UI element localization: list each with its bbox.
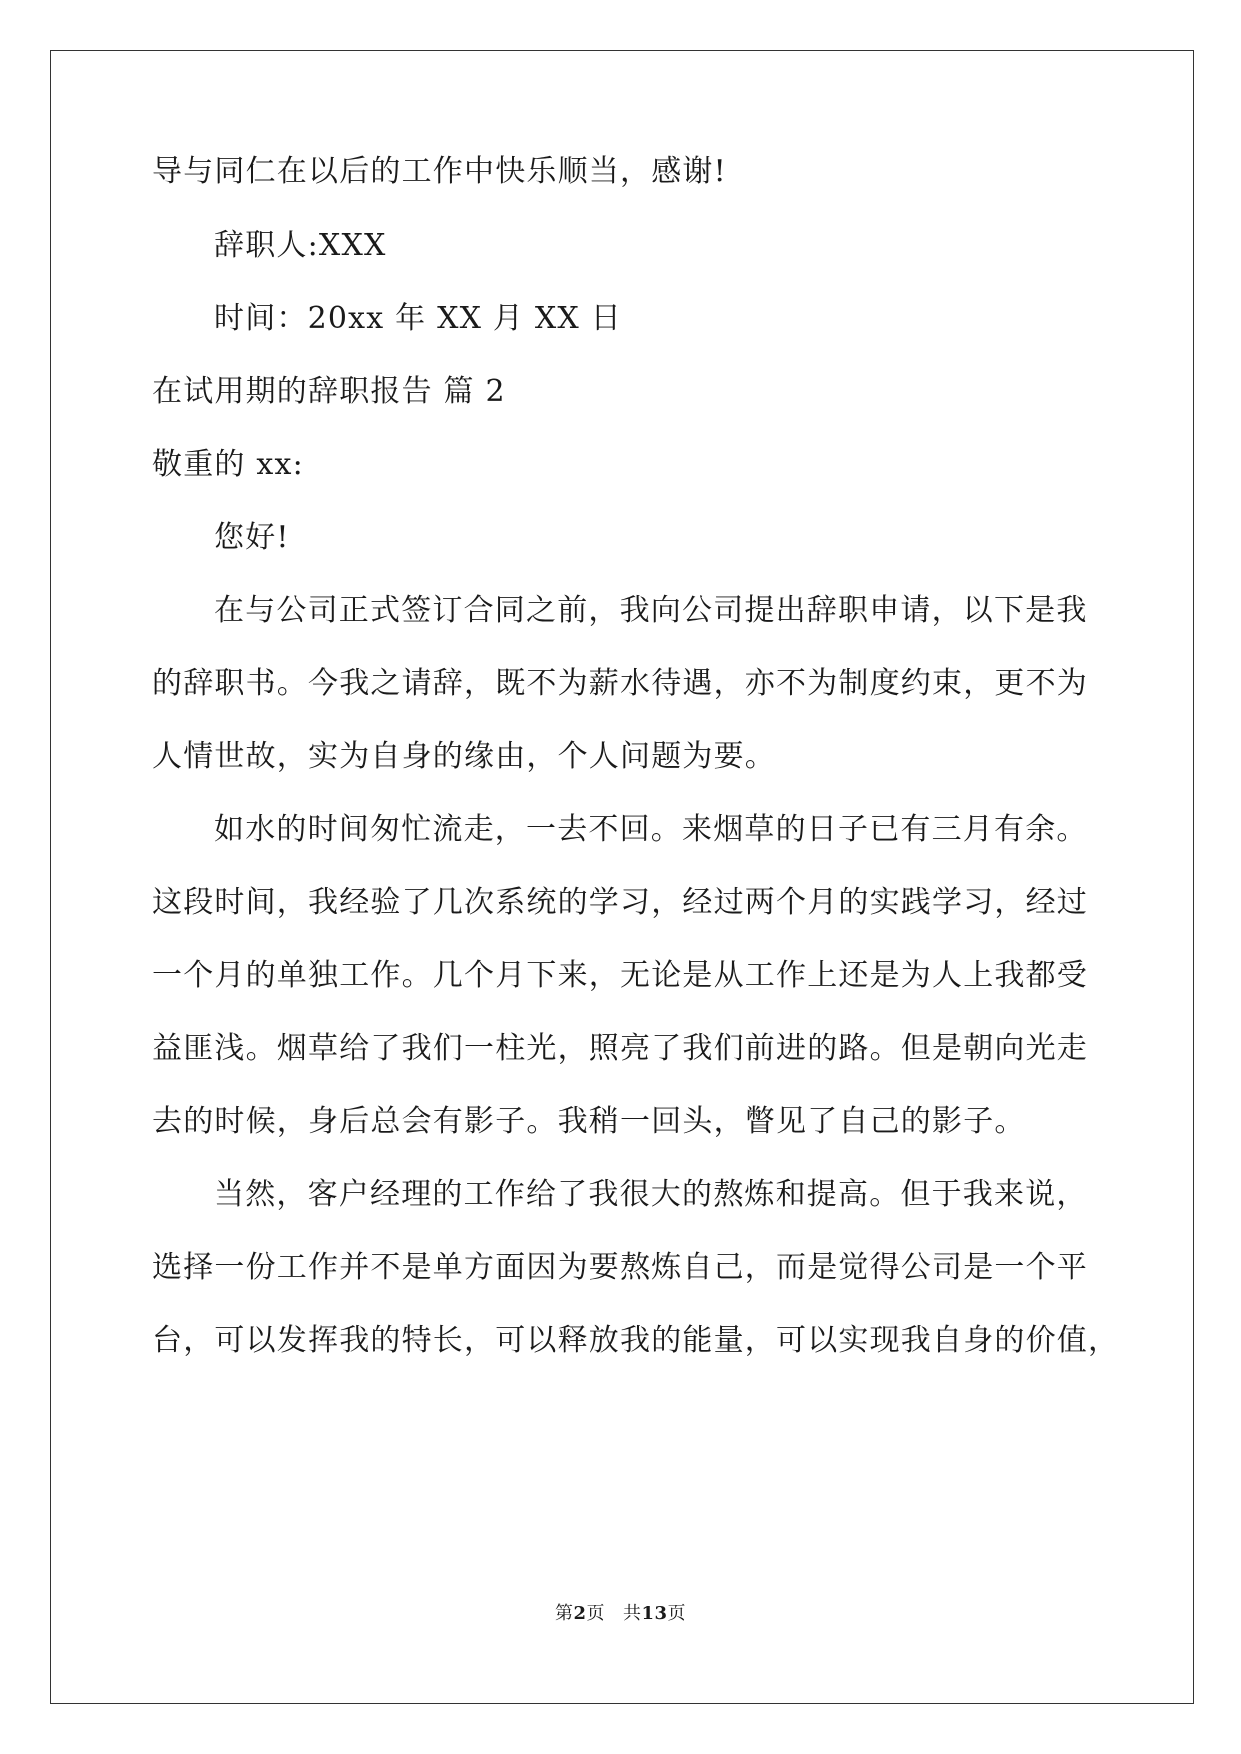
section-title: 在试用期的辞职报告 篇 2 xyxy=(152,374,506,409)
page-number: 2 xyxy=(573,1603,587,1624)
text-line: 在与公司正式签订合同之前，我向公司提出辞职申请，以下是我 xyxy=(214,593,1088,628)
text-line: 益匪浅。烟草给了我们一柱光，照亮了我们前进的路。但是朝向光走 xyxy=(152,1031,1088,1066)
text-line: 的辞职书。今我之请辞，既不为薪水待遇，亦不为制度约束，更不为 xyxy=(152,666,1088,701)
text-line: 这段时间，我经验了几次系统的学习，经过两个月的实践学习，经过 xyxy=(152,885,1088,920)
page-footer xyxy=(0,1602,1241,1626)
date-line: 时间：20xx 年 XX 月 XX 日 xyxy=(214,301,622,336)
text-line: 人情世故，实为自身的缘由，个人问题为要。 xyxy=(152,739,776,774)
signature-line: 辞职人:XXX xyxy=(214,228,387,263)
text-line: 如水的时间匆忙流走，一去不回。来烟草的日子已有三月有余。 xyxy=(214,812,1088,847)
page-prefix: 第 xyxy=(554,1603,574,1624)
page-suffix: 页 xyxy=(586,1603,605,1624)
total-pages: 13 xyxy=(641,1603,668,1624)
text-line: 去的时候，身后总会有影子。我稍一回头，瞥见了自己的影子。 xyxy=(152,1104,1026,1139)
total-prefix: 共 xyxy=(622,1603,642,1624)
greeting: 您好! xyxy=(214,520,290,555)
text-line: 一个月的单独工作。几个月下来，无论是从工作上还是为人上我都受 xyxy=(152,958,1088,993)
salutation: 敬重的 xx: xyxy=(152,447,304,482)
text-line: 选择一份工作并不是单方面因为要熬炼自己，而是觉得公司是一个平 xyxy=(152,1250,1088,1285)
total-suffix: 页 xyxy=(667,1603,687,1624)
text-line: 当然，客户经理的工作给了我很大的熬炼和提高。但于我来说， xyxy=(214,1177,1088,1212)
text-line: 导与同仁在以后的工作中快乐顺当，感谢! xyxy=(152,154,727,189)
text-line: 台，可以发挥我的特长，可以释放我的能量，可以实现我自身的价值， xyxy=(152,1323,1120,1358)
